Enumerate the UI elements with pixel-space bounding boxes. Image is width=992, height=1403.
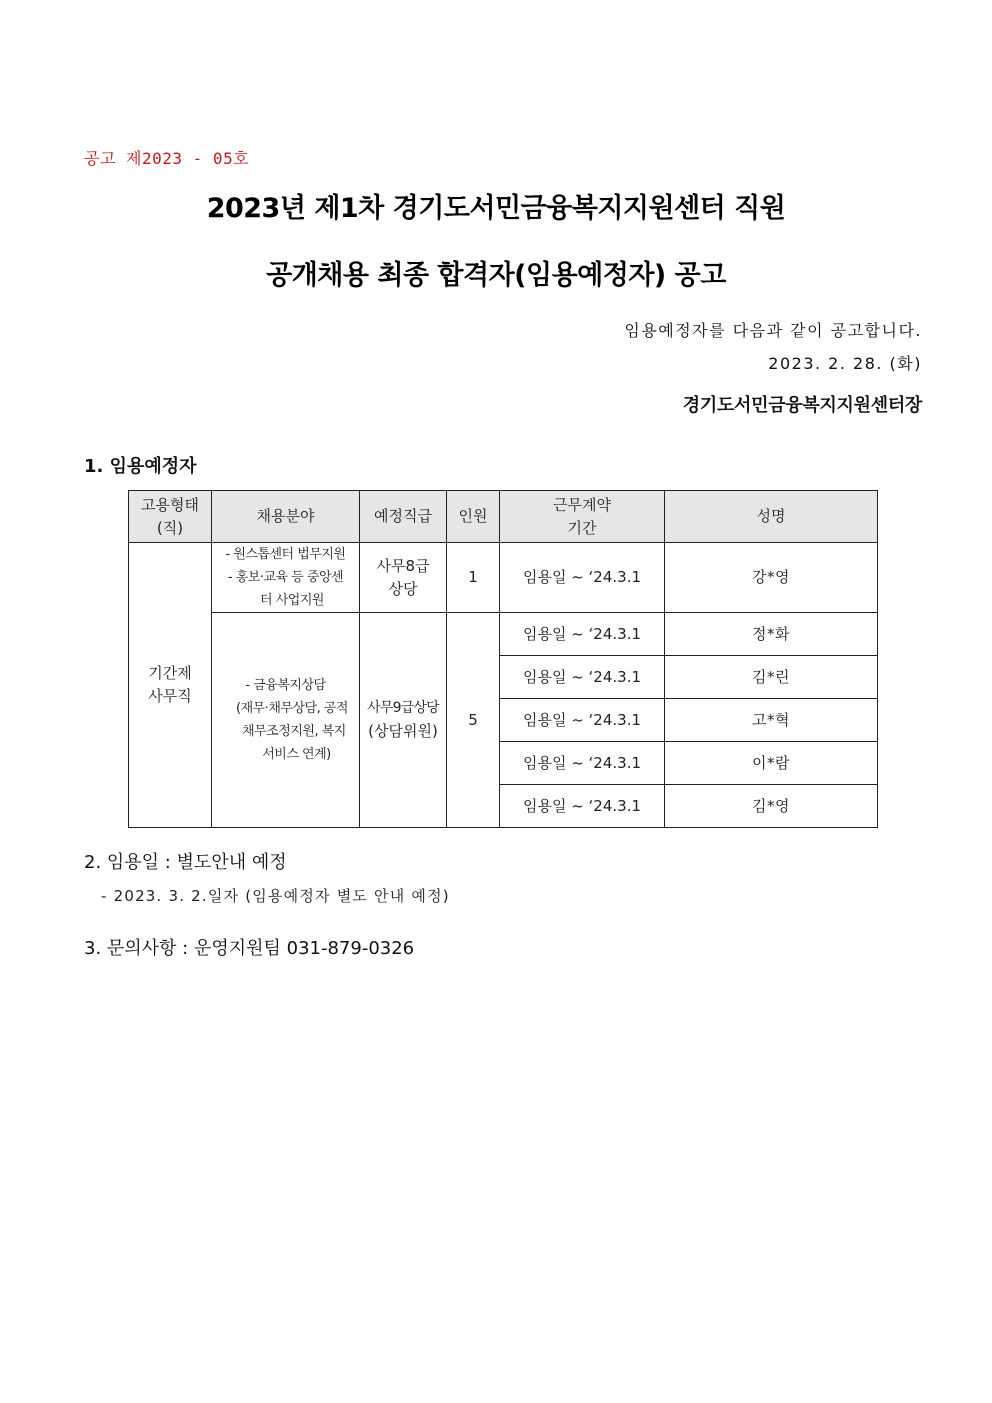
- section2-detail: - 2023. 3. 2.일자 (임용예정자 별도 안내 예정): [101, 887, 450, 905]
- grade-cell-group1: [360, 543, 447, 613]
- document-title-line2: 공개채용 최종 합격자(임용예정자) 공고: [266, 260, 726, 291]
- period-cell: 임용일 ~ ‘24.3.1: [500, 613, 665, 656]
- name-cell: 김*린: [665, 656, 878, 699]
- table-row: [129, 613, 878, 656]
- header-grade: 예정직급: [360, 491, 447, 543]
- name-cell: 강*영: [665, 543, 878, 613]
- section2-heading: 2. 임용일 : 별도안내 예정: [84, 852, 287, 873]
- grade-l2: 상당: [388, 579, 418, 598]
- table-row: [129, 543, 878, 613]
- employment-type-l1: 기간제: [148, 664, 192, 682]
- field-line: 채무조정지원, 복지: [242, 724, 346, 739]
- period-cell: 임용일 ~ ‘24.3.1: [500, 656, 665, 699]
- period-cell: 임용일 ~ ‘24.3.1: [500, 742, 665, 785]
- field-line: 서비스 연계): [262, 747, 331, 762]
- name-cell: 고*혁: [665, 699, 878, 742]
- field-cell-group2: [212, 613, 360, 828]
- header-name: 성명: [665, 491, 878, 543]
- employment-type-cell: [129, 543, 212, 828]
- field-line: - 홍보·교육 등 중앙센: [227, 570, 344, 585]
- header-period-l1: 근무계약: [553, 495, 611, 514]
- grade-l1: 사무8급: [376, 556, 430, 575]
- count-cell-group1: 1: [447, 543, 500, 613]
- period-cell: 임용일 ~ ‘24.3.1: [500, 699, 665, 742]
- period-cell: 임용일 ~ ‘24.3.1: [500, 785, 665, 828]
- field-line: - 금융복지상담: [245, 678, 326, 693]
- notice-number: 공고 제2023 - 05호: [84, 149, 250, 168]
- name-cell: 김*영: [665, 785, 878, 828]
- header-employment-type: [129, 491, 212, 543]
- header-period: [500, 491, 665, 543]
- notice-date: 2023. 2. 28. (화): [768, 354, 922, 373]
- grade-l1: 사무9급상당: [367, 700, 439, 716]
- period-cell: 임용일 ~ ‘24.3.1: [500, 543, 665, 613]
- field-line: 터 사업지원: [260, 593, 324, 608]
- employment-type-l2: 사무직: [148, 687, 192, 705]
- field-line: - 원스톱센터 법무지원: [225, 547, 346, 562]
- section1-heading: 1. 임용예정자: [84, 456, 197, 477]
- grade-l2: (상담위원): [368, 722, 438, 740]
- grade-cell-group2: [360, 613, 447, 828]
- intro-text: 임용예정자를 다음과 같이 공고합니다.: [624, 321, 922, 340]
- header-employment-type-l2: (직): [156, 518, 184, 537]
- document-title-line1: 2023년 제1차 경기도서민금융복지지원센터 직원: [206, 193, 786, 224]
- header-period-l2: 기간: [567, 518, 597, 537]
- header-employment-type-l1: 고용형태: [141, 495, 199, 514]
- field-cell-group1: [212, 543, 360, 613]
- name-cell: 정*화: [665, 613, 878, 656]
- field-line: (재무·채무상담, 공적: [236, 701, 348, 716]
- section3-heading: 3. 문의사항 : 운영지원팀 031-879-0326: [84, 938, 415, 959]
- signer: 경기도서민금융복지지원센터장: [682, 395, 922, 416]
- header-count: 인원: [447, 491, 500, 543]
- name-cell: 이*람: [665, 742, 878, 785]
- header-field: 채용분야: [212, 491, 360, 543]
- count-cell-group2: 5: [447, 613, 500, 828]
- table-header-row: [129, 491, 878, 543]
- appointees-table: [128, 490, 878, 828]
